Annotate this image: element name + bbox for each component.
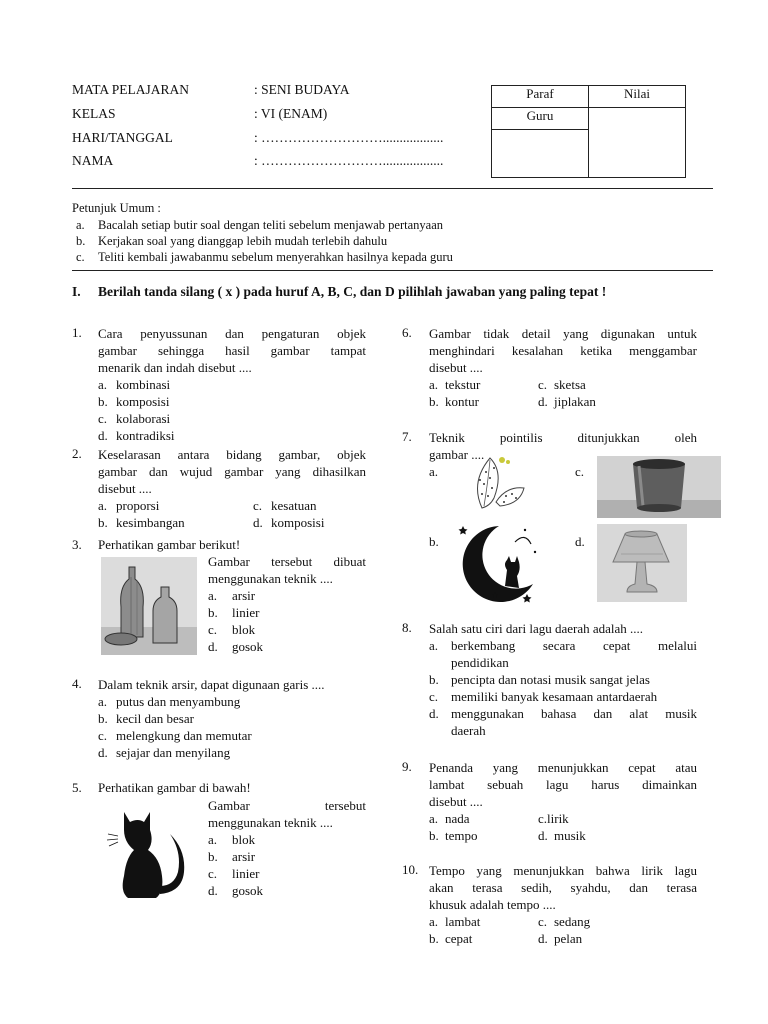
- paraf-cell[interactable]: [492, 130, 589, 178]
- q6-option-b[interactable]: b. kontur: [429, 394, 479, 409]
- section-title: Berilah tanda silang ( x ) pada huruf A, B, C, dan D pilihlah jawaban yang paling tepat !: [98, 284, 607, 299]
- q6-option-d[interactable]: d. jiplakan: [538, 394, 596, 409]
- q3-still-life-image: [101, 557, 197, 655]
- question-10: Tempo yang menunjukkan bahwa lirik lagu akan terasa sedih, syahdu, dan terasa khusuk adalah tempo .... a. lambat c. sedang b. cepat d. pelan: [429, 863, 697, 946]
- q2-option-d[interactable]: d. komposisi: [253, 515, 325, 530]
- q7-option-c-key[interactable]: c.: [575, 464, 585, 479]
- q10-option-d[interactable]: d. pelan: [538, 931, 583, 946]
- instruction-item: a. Bacalah setiap butir soal dengan teliti sebelum menjawab pertanyaan: [76, 218, 444, 232]
- q3-option-b[interactable]: b. linier: [208, 605, 260, 620]
- q3-option-c[interactable]: c. blok: [208, 622, 256, 637]
- q3-option-d[interactable]: d. gosok: [208, 639, 264, 654]
- question-8: Salah satu ciri dari lagu daerah adalah .... a. berkembang secara cepat melalui pendidikan b. pencipta dan notasi musik sangat jelas c. memiliki banyak kesamaan antardaerah d. menggunakan bahasa dan alat musik daerah: [429, 621, 697, 738]
- q5-option-a[interactable]: a. blok: [208, 832, 256, 847]
- value-nama[interactable]: : ………………………..................: [254, 153, 444, 168]
- q9-option-c[interactable]: c.lirik: [538, 811, 569, 826]
- q8-number: 8.: [402, 620, 412, 635]
- paraf-label: Paraf: [492, 86, 589, 108]
- q1-option-c[interactable]: c. kolaborasi: [98, 411, 171, 426]
- question-4: Dalam teknik arsir, dapat digunaan garis .... a. putus dan menyambung b. kecil dan besar c. melengkung dan memutar d. sejajar dan menyilang: [98, 676, 366, 761]
- q7-option-d-lamp-image[interactable]: [597, 524, 687, 602]
- q9-option-a[interactable]: a. nada: [429, 811, 470, 826]
- q10-option-a[interactable]: a. lambat: [429, 914, 481, 929]
- value-hari-tanggal[interactable]: : ………………………..................: [254, 130, 444, 145]
- q4-option-d[interactable]: d. sejajar dan menyilang: [98, 745, 231, 760]
- question-9: Penanda yang menunjukkan cepat atau lambat sebuah lagu harus dimainkan disebut .... a. nada c.lirik b. tempo d. musik: [429, 760, 697, 843]
- q2-option-b[interactable]: b. kesimbangan: [98, 515, 185, 530]
- question-6: Gambar tidak detail yang digunakan untuk menghindari kesalahan ketika menggambar disebut .... a. tekstur c. sketsa b. kontur d. jiplakan: [429, 326, 697, 409]
- section-number: I.: [72, 284, 81, 299]
- question-1: Cara penyussunan dan pengaturan objek gambar sehingga hasil gambar tampat menarik dan indah disebut .... a. kombinasi b. komposisi c. kolaborasi d. kontradiksi: [98, 326, 366, 443]
- q10-number: 10.: [402, 862, 419, 877]
- q2-number: 2.: [72, 446, 82, 461]
- q6-option-c[interactable]: c. sketsa: [538, 377, 586, 392]
- q3-number: 3.: [72, 537, 82, 552]
- q1-number: 1.: [72, 325, 82, 340]
- question-2: Keselarasan antara bidang gambar, objek gambar dan wujud gambar yang dihasilkan disebut .... a. proporsi c. kesatuan b. kesimbangan d. komposisi: [98, 447, 366, 530]
- nilai-label: Nilai: [589, 86, 686, 108]
- q1-option-d[interactable]: d. kontradiksi: [98, 428, 175, 443]
- q10-option-c[interactable]: c. sedang: [538, 914, 591, 929]
- q2-option-a[interactable]: a. proporsi: [98, 498, 160, 513]
- nilai-cell[interactable]: [589, 108, 686, 178]
- q5-option-d[interactable]: d. gosok: [208, 883, 264, 898]
- q5-option-b[interactable]: b. arsir: [208, 849, 256, 864]
- instruction-item: c. Teliti kembali jawabanmu sebelum menyerahkan hasilnya kepada guru: [76, 250, 453, 264]
- q8-option-a[interactable]: a. berkembang secara cepat melalui pendidikan: [429, 638, 697, 670]
- label-hari-tanggal: HARI/TANGGAL: [72, 130, 173, 145]
- instructions-title: Petunjuk Umum :: [72, 201, 161, 215]
- q6-option-a[interactable]: a. tekstur: [429, 377, 481, 392]
- value-mata-pelajaran: : SENI BUDAYA: [254, 82, 350, 97]
- q7-option-c-cup-image[interactable]: [597, 456, 721, 518]
- label-kelas: KELAS: [72, 106, 116, 121]
- score-box: [491, 85, 686, 178]
- q3-prompt: Perhatikan gambar berikut!: [98, 537, 241, 552]
- q7-option-d-key[interactable]: d.: [575, 534, 585, 549]
- value-kelas: : VI (ENAM): [254, 106, 328, 121]
- q5-cat-silhouette-image: [104, 806, 194, 902]
- q9-option-d[interactable]: d. musik: [538, 828, 586, 843]
- q4-option-b[interactable]: b. kecil dan besar: [98, 711, 194, 726]
- instructions-list: [76, 217, 453, 265]
- guru-label: Guru: [492, 108, 589, 130]
- instructions-divider: [72, 270, 713, 271]
- q1-option-a[interactable]: a. kombinasi: [98, 377, 171, 392]
- q9-number: 9.: [402, 759, 412, 774]
- instruction-item: b. Kerjakan soal yang dianggap lebih mudah terlebih dahulu: [76, 234, 388, 248]
- q5-number: 5.: [72, 780, 82, 795]
- header-divider: [72, 188, 713, 189]
- q7-option-a-leaves-image[interactable]: [470, 452, 528, 512]
- q7-option-a-key[interactable]: a.: [429, 464, 439, 479]
- q3-option-a[interactable]: a. arsir: [208, 588, 256, 603]
- q4-option-a[interactable]: a. putus dan menyambung: [98, 694, 241, 709]
- q7-number: 7.: [402, 429, 412, 444]
- q8-option-b[interactable]: b. pencipta dan notasi musik sangat jelas: [429, 672, 650, 687]
- q6-number: 6.: [402, 325, 412, 340]
- q10-option-b[interactable]: b. cepat: [429, 931, 473, 946]
- question-3: Gambar tersebut dibuat menggunakan teknik .... a. arsir b. linier c. blok d. gosok: [208, 554, 366, 654]
- label-nama: NAMA: [72, 153, 114, 168]
- q4-number: 4.: [72, 676, 82, 691]
- q7-option-b-key[interactable]: b.: [429, 534, 439, 549]
- q5-prompt: Perhatikan gambar di bawah!: [98, 780, 251, 795]
- label-mata-pelajaran: MATA PELAJARAN: [72, 82, 190, 97]
- q5-option-c[interactable]: c. linier: [208, 866, 260, 881]
- q2-option-c[interactable]: c. kesatuan: [253, 498, 317, 513]
- question-5: Gambar tersebut menggunakan teknik .... a. blok b. arsir c. linier d. gosok: [208, 798, 366, 898]
- q4-option-c[interactable]: c. melengkung dan memutar: [98, 728, 252, 743]
- q8-option-d[interactable]: d. menggunakan bahasa dan alat musik daerah: [429, 706, 697, 738]
- q1-option-b[interactable]: b. komposisi: [98, 394, 170, 409]
- q9-option-b[interactable]: b. tempo: [429, 828, 478, 843]
- q8-option-c[interactable]: c. memiliki banyak kesamaan antardaerah: [429, 689, 658, 704]
- q7-option-b-moon-cat-image[interactable]: [455, 522, 541, 606]
- question-7: Teknik pointilis ditunjukkan oleh gambar ....: [429, 430, 697, 462]
